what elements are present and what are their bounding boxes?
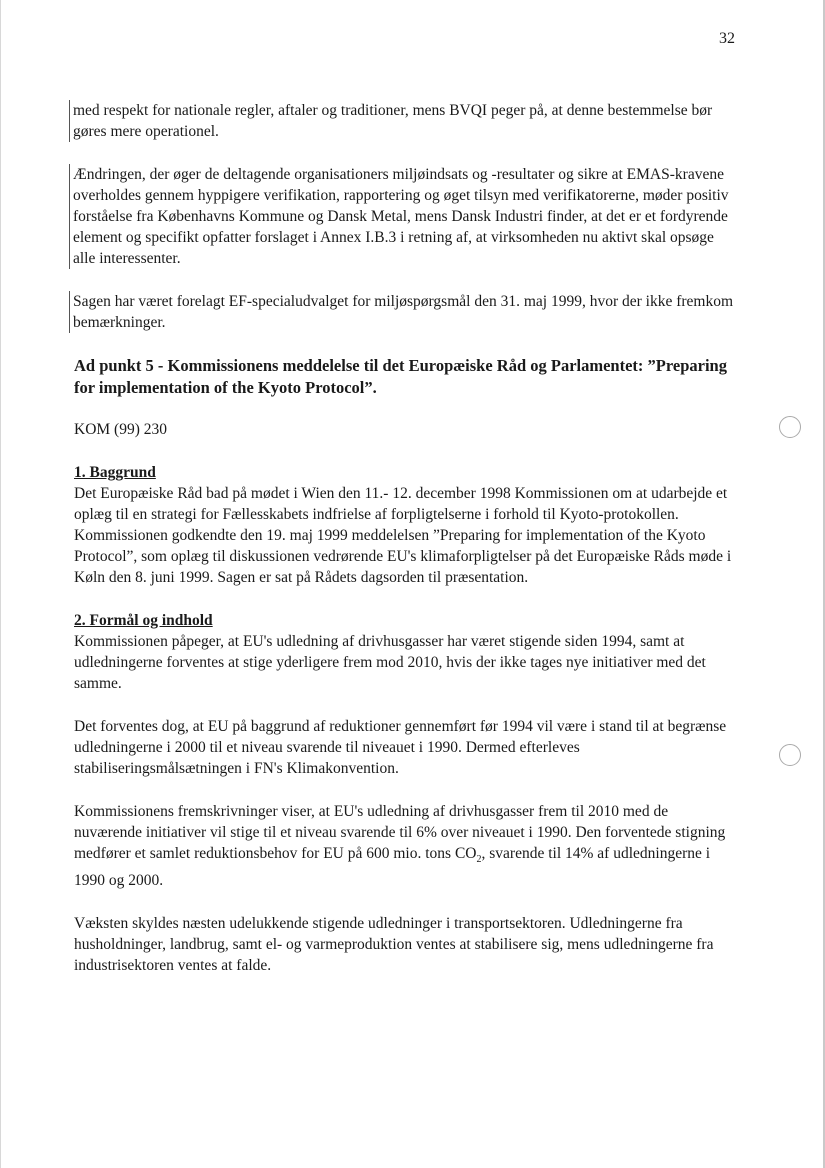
document-reference: KOM (99) 230: [74, 421, 167, 438]
co2-subscript: 2: [476, 854, 482, 866]
punch-hole-upper: [779, 416, 801, 438]
agenda-heading: Ad punkt 5 - Kommissionens meddelelse til det Europæiske Råd og Parlamentet: ”Preparing for implementation of the Kyoto Protocol”.: [74, 356, 727, 397]
section-title-background: 1. Baggrund: [74, 464, 156, 481]
section-text-purpose-2: Det forventes dog, at EU på baggrund af reduktioner gennemført før 1994 vil være i stand til at begrænse udledningerne i 2000 til et niveau svarende til niveauet i 1990. Dermed efterleves stabiliseringsmålsætningen i FN's Klimakonvention.: [74, 718, 727, 777]
paragraph-special-committee: Sagen har været forelagt EF-specialudvalget for miljøspørgsmål den 31. maj 1999, hvor der ikke fremkom bemærkninger.: [69, 291, 734, 333]
section-text-purpose-1: Kommissionen påpeger, at EU's udledning af drivhusgasser har været stigende siden 1994, samt at udledningerne forventes at stige yderligere frem mod 2010, hvis der ikke tages nye initiativer med det samme.: [74, 633, 706, 692]
paragraph-bvqi: med respekt for nationale regler, aftaler og traditioner, mens BVQI peger på, at denne bestemmelse bør gøres mere operationel.: [69, 100, 734, 142]
punch-hole-lower: [779, 744, 801, 766]
section-text-background: Det Europæiske Råd bad på mødet i Wien den 11.- 12. december 1998 Kommissionen om at udarbejde et oplæg til en strategi for Fællesskabets indfrielse af forpligtelserne i forhold til Kyoto-protokollen. Kommissionen godkendte den 19. maj 1999 meddelelsen ”Preparing for implementation of the Kyoto Protocol”, som oplæg til diskussionen vedrørende EU's klimaforpligtelser på det Europæiske Råds møde i Køln den 8. juni 1999. Sagen er sat på Rådets dagsorden til præsentation.: [74, 485, 732, 586]
projection-text-start: Kommissionens fremskrivninger viser, at EU's udledning af drivhusgasser frem til 2010 med de nuværende initiativer vil stige til et niveau svarende til 6% over niveauet i 1990. Den forventede stigning medfører et samlet reduktionsbehov for EU på 600 mio. tons CO: [74, 803, 726, 862]
paragraph-emas-change: Ændringen, der øger de deltagende organisationers miljøindsats og -resultater og sikre at EMAS-kravene overholdes gennem hyppigere verifikation, rapportering og øget tilsyn med verifikatorerne, møder positiv forståelse fra Københavns Kommune og Dansk Metal, mens Dansk Industri finder, at det er et fordyrende element og specifikt opfatter forslaget i Annex I.B.3 i retning af, at virksomheden nu aktivt skal opsøge alle interessenter.: [69, 164, 734, 269]
section-title-purpose: 2. Formål og indhold: [74, 612, 213, 629]
page-number: 32: [719, 30, 735, 47]
page-content: [74, 100, 734, 998]
section-text-purpose-4: Væksten skyldes næsten udelukkende stigende udledninger i transportsektoren. Udledningerne fra husholdninger, landbrug, samt el- og varmeproduktion ventes at stabilisere sig, mens udledningerne fra industrisektoren ventes at falde.: [74, 915, 714, 975]
projection-text-end: , svarende til 14% af udledningerne i 1990 og 2000.: [74, 845, 711, 890]
section-text-purpose-3: [74, 801, 734, 891]
